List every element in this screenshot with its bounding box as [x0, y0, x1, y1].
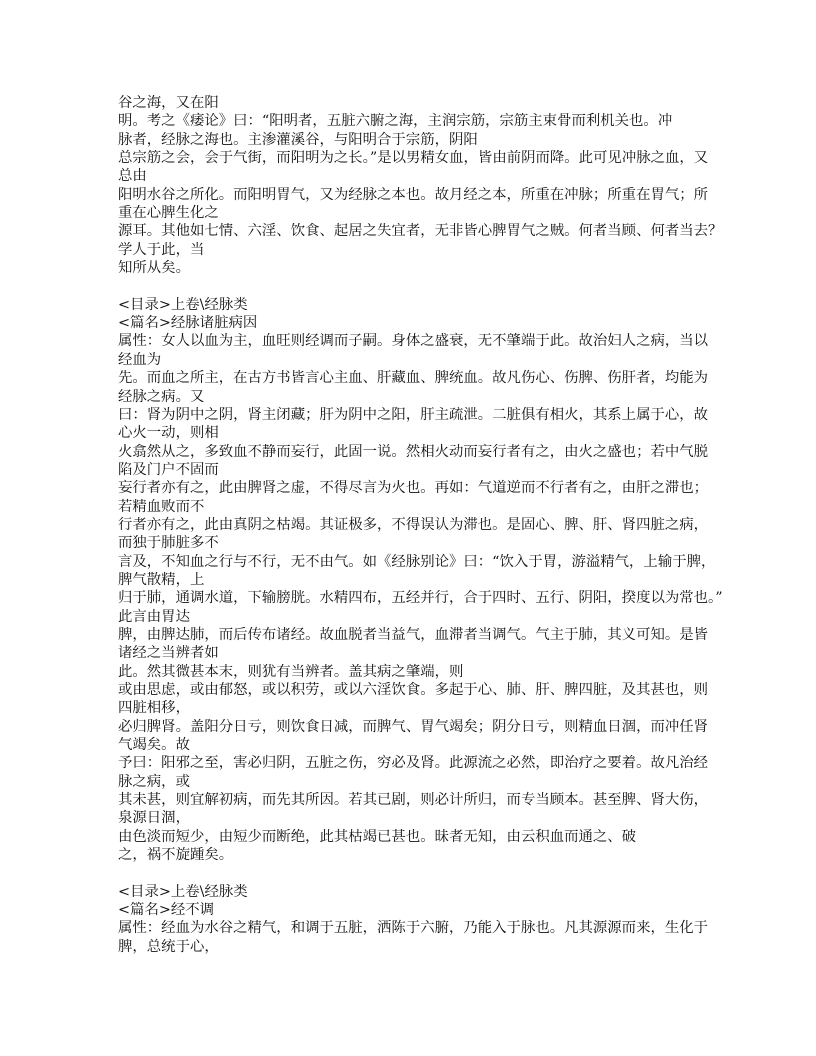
- text-line: 重在心脾生化之: [118, 205, 219, 222]
- text-line: 知所从矣。: [118, 260, 190, 277]
- text-line: 必归脾肾。盖阳分日亏，则饮食日减，而脾气、胃气竭矣；阴分日亏，则精血日涸，而冲任肾: [118, 718, 709, 735]
- text-line: 此。然其微甚本末，则犹有当辨者。盖其病之肇端，则: [118, 663, 464, 680]
- text-line: 脉者，经脉之海也。主渗灌溪谷，与阳明合于宗筋，阴阳: [118, 131, 478, 148]
- chapter-title-line: <篇名>经脉诸脏病因: [118, 315, 258, 332]
- text-line: 气竭矣。故: [118, 737, 190, 754]
- text-line: 总由: [118, 168, 147, 185]
- catalog-line: <目录>上卷\经脉类: [118, 296, 248, 313]
- blank-line: [118, 277, 758, 295]
- text-line: 行者亦有之，此由真阴之枯竭。其证极多，不得误认为滞也。是固心、脾、肝、肾四脏之病，: [118, 516, 709, 533]
- document-body: [118, 94, 758, 956]
- text-line: 其未甚，则宜解初病，而先其所因。若其已剧，则必计所归，而专当顾本。甚至脾、肾大伤，: [118, 792, 709, 809]
- text-line: 或由思虑，或由郁怒，或以积劳，或以六淫饮食。多起于心、肺、肝、脾四脏，及其甚也，则: [118, 682, 709, 698]
- text-line: 总宗筋之会，会于气街，而阳明为之长。”是以男精女血，皆由前阴而降。此可见冲脉之血，又: [118, 150, 709, 167]
- text-line: 脾，由脾达肺，而后传布诸经。故血脱者当益气，血滞者当调气。气主于肺，其义可知。是皆: [118, 626, 709, 643]
- text-line: 诸经之当辨者如: [118, 645, 219, 662]
- text-line: 由色淡而短少，由短少而断绝，此其枯竭已甚也。昧者无知，由云积血而通之、破: [118, 828, 637, 845]
- blank-line: [118, 864, 758, 882]
- text-line: 泉源日涸，: [118, 810, 190, 827]
- text-line: 此言由胃达: [118, 608, 190, 625]
- text-line: 予曰：阳邪之至，害必归阴，五脏之伤，穷必及肾。此源流之必然，即治疗之要着。故凡治经: [118, 755, 709, 772]
- text-line: 之，祸不旋踵矣。: [118, 847, 234, 864]
- text-line: 源耳。其他如七情、六淫、饮食、起居之失宜者，无非皆心脾胃气之贼。何者当顾、何者当去？: [118, 223, 723, 240]
- text-line: 心火一动，则相: [118, 425, 219, 442]
- text-line: 学人于此，当: [118, 241, 205, 258]
- text-line: 四脏相移，: [118, 700, 190, 717]
- text-line: 先。而血之所主，在古方书皆言心主血、肝藏血、脾统血。故凡伤心、伤脾、伤肝者，均能为: [118, 370, 709, 387]
- text-line: 妄行者亦有之，此由脾肾之虚，不得尽言为火也。再如：气道逆而不行者有之，由肝之滞也；: [118, 480, 709, 497]
- text-line: 脉之病，或: [118, 773, 190, 790]
- text-line: 谷之海，又在阳: [118, 95, 219, 111]
- text-line: 脾，总统于心，: [118, 938, 219, 955]
- text-line: 曰：肾为阴中之阴，肾主闭藏；肝为阴中之阳，肝主疏泄。二脏俱有相火，其系上属于心，故: [118, 406, 709, 423]
- text-line: 归于肺，通调水道，下输膀胱。水精四布，五经并行，合于四时、五行、阴阳，揆度以为常也。”: [118, 590, 723, 607]
- text-line: 属性：女人以血为主，血旺则经调而子嗣。身体之盛衰，无不肇端于此。故治妇人之病，当以: [118, 333, 709, 350]
- text-line: 明。考之《痿论》曰：“阳明者，五脏六腑之海，主润宗筋，宗筋主束骨而利机关也。冲: [118, 113, 673, 130]
- text-line: 若精血败而不: [118, 498, 205, 515]
- chapter-title-line: <篇名>经不调: [118, 902, 215, 919]
- text-line: 阳明水谷之所化。而阳明胃气，又为经脉之本也。故月经之本，所重在冲脉；所重在胃气；所: [118, 186, 709, 203]
- text-line: 言及，不知血之行与不行，无不由气。如《经脉别论》曰：“饮入于胃，游溢精气，上输于脾，: [118, 553, 716, 570]
- text-line: 属性：经血为水谷之精气，和调于五脏，洒陈于六腑，乃能入于脉也。凡其源源而来，生化于: [118, 920, 709, 937]
- text-line: 经血为: [118, 351, 162, 368]
- text-line: 陷及门户不固而: [118, 461, 219, 478]
- text-line: 经脉之病。又: [118, 388, 205, 405]
- catalog-line: <目录>上卷\经脉类: [118, 883, 248, 900]
- text-line: 火翕然从之，多致血不静而妄行，此固一说。然相火动而妄行者有之，由火之盛也；若中气脱: [118, 443, 709, 460]
- text-line: 而独于肺脏多不: [118, 535, 219, 552]
- text-line: 脾气散精，上: [118, 571, 205, 588]
